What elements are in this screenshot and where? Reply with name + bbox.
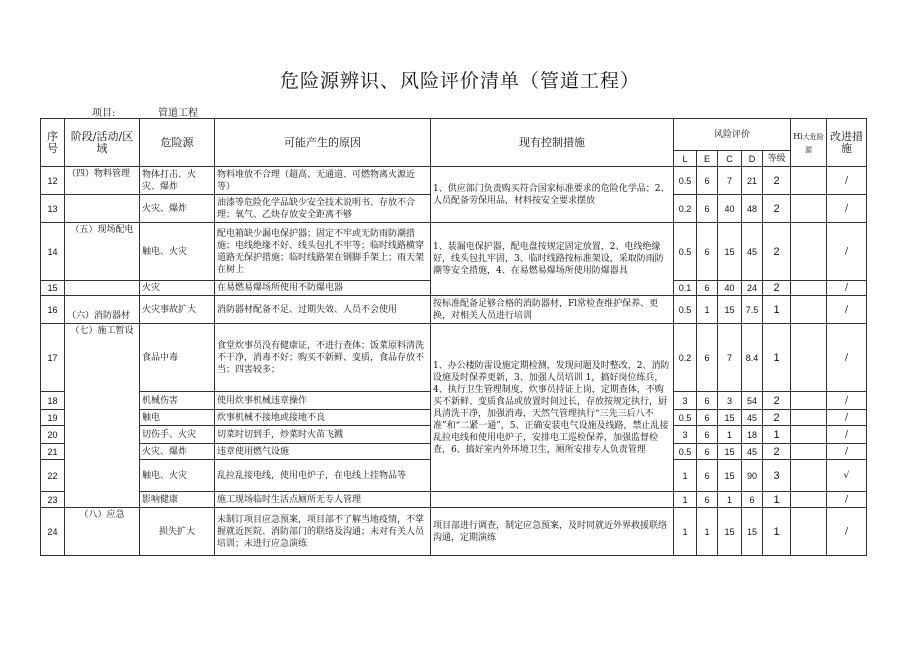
row-major xyxy=(791,444,827,460)
table-row xyxy=(41,223,867,281)
row-c: 7 xyxy=(718,324,742,392)
header-stage: 阶段/活动/区域 xyxy=(65,119,140,167)
row-hazard: 物体打击、火灾、爆炸 xyxy=(140,167,215,195)
table-row xyxy=(41,296,867,324)
row-no: 21 xyxy=(41,444,65,460)
row-improve: / xyxy=(827,508,867,556)
row-level: 2 xyxy=(763,410,791,426)
table-row xyxy=(41,508,867,556)
page-title: 危险源辨识、风险评价清单（管道工程） xyxy=(279,70,640,92)
row-e: 6 xyxy=(697,223,718,281)
row-major xyxy=(791,167,827,195)
row-l: 0.5 xyxy=(674,410,697,426)
row-level: 1 xyxy=(763,508,791,556)
row-c: 40 xyxy=(718,281,742,296)
header-control: 现有控制措施 xyxy=(431,119,674,167)
row-cause: 违章使用燃气设施 xyxy=(215,444,431,460)
row-l: 3 xyxy=(674,426,697,444)
header-major: Hi大危险源 xyxy=(791,119,827,167)
row-major xyxy=(791,195,827,223)
row-e: 6 xyxy=(697,444,718,460)
row-hazard: 切伤手、火灾 xyxy=(140,426,215,444)
row-level: 2 xyxy=(763,392,791,410)
row-cause: 未制订项目应急预案，项目部不了解当地疫情，不掌握就近医院、消防部门的联络及沟通；未对有关人员培训；未进行应急演练 xyxy=(215,508,431,556)
row-l: 0.1 xyxy=(674,281,697,296)
row-l: 1 xyxy=(674,508,697,556)
row-improve: / xyxy=(827,426,867,444)
row-cause: 配电箱缺少漏电保护器；固定不牢或无防雨防潮措施；电线绝缘不好、线头包扎不牢等；临时线路横穿道路无保护措施；临时线路架在钢脚手架上；雨天架在树上 xyxy=(215,223,431,281)
row-major xyxy=(791,281,827,296)
row-hazard: 火灾、爆炸 xyxy=(140,444,215,460)
row-hazard: 触电 xyxy=(140,410,215,426)
row-level: 1 xyxy=(763,426,791,444)
row-no: 12 xyxy=(41,167,65,195)
row-no: 13 xyxy=(41,195,65,223)
row-c: 15 xyxy=(718,296,742,324)
row-l: 0.5 xyxy=(674,296,697,324)
row-d: 90 xyxy=(742,460,763,492)
row-level: 1 xyxy=(763,296,791,324)
header-row xyxy=(41,119,867,151)
row-c: 15 xyxy=(718,444,742,460)
header-seq: 序号 xyxy=(41,119,65,167)
header-hazard: 危险源 xyxy=(140,119,215,167)
row-stage xyxy=(65,195,140,223)
row-cause: 炊事机械不接地或接地不良 xyxy=(215,410,431,426)
row-no: 15 xyxy=(41,281,65,296)
row-e: 6 xyxy=(697,195,718,223)
row-c: 40 xyxy=(718,195,742,223)
row-major xyxy=(791,508,827,556)
row-control: 按标准配备足够合格的消防器材，Fl常检查维护保养、更换，对相关人员进行培训 xyxy=(431,296,674,324)
row-stage: （六）消防器材 xyxy=(65,296,140,324)
row-d: 24 xyxy=(742,281,763,296)
header-cause: 可能产生的原因 xyxy=(215,119,431,167)
row-improve: / xyxy=(827,195,867,223)
row-improve: / xyxy=(827,392,867,410)
row-control: 项目部进行调查，制定应急预案，及时同就近外界救援联络沟通，定期演练 xyxy=(431,508,674,556)
row-c: 3 xyxy=(718,392,742,410)
row-major xyxy=(791,492,827,508)
row-control: 1、供应部门负责购买符合国家标准要求的危险化学品；2、人员配备劳保用品，材料按安全要求摆放 xyxy=(431,167,674,223)
row-stage: （八）应急 xyxy=(65,508,140,556)
risk-table xyxy=(40,118,867,556)
row-e: 6 xyxy=(697,324,718,392)
row-improve: / xyxy=(827,223,867,281)
row-hazard: 损失扩大 xyxy=(140,508,215,556)
row-cause: 消防器材配备不足、过期失效、人员不会使用 xyxy=(215,296,431,324)
row-improve: / xyxy=(827,167,867,195)
row-d: 7.5 xyxy=(742,296,763,324)
row-cause: 施工现场临时生活点厕所无专人管理 xyxy=(215,492,431,508)
row-l: 0.2 xyxy=(674,324,697,392)
table-row xyxy=(41,167,867,195)
row-no: 16 xyxy=(41,296,65,324)
row-level: 2 xyxy=(763,167,791,195)
row-level: 2 xyxy=(763,444,791,460)
row-no: 19 xyxy=(41,410,65,426)
row-major xyxy=(791,410,827,426)
row-c: 1 xyxy=(718,426,742,444)
row-l: 1 xyxy=(674,460,697,492)
row-improve: / xyxy=(827,296,867,324)
row-level: 1 xyxy=(763,324,791,392)
header-d: D xyxy=(742,151,763,167)
row-e: 6 xyxy=(697,460,718,492)
row-e: 6 xyxy=(697,492,718,508)
row-l: 3 xyxy=(674,392,697,410)
row-d: 15 xyxy=(742,508,763,556)
header-level: 等级 xyxy=(763,151,791,167)
row-improve: / xyxy=(827,444,867,460)
row-stage: （四）物料管理 xyxy=(65,167,140,195)
row-c: 15 xyxy=(718,223,742,281)
row-hazard: 机械伤害 xyxy=(140,392,215,410)
row-no: 18 xyxy=(41,392,65,410)
header-l: L xyxy=(674,151,697,167)
row-d: 8.4 xyxy=(742,324,763,392)
row-major xyxy=(791,460,827,492)
row-level: 2 xyxy=(763,223,791,281)
row-l: 0.2 xyxy=(674,195,697,223)
row-no: 23 xyxy=(41,492,65,508)
row-d: 18 xyxy=(742,426,763,444)
row-c: 1 xyxy=(718,492,742,508)
row-major xyxy=(791,392,827,410)
row-e: 6 xyxy=(697,426,718,444)
row-major xyxy=(791,296,827,324)
header-e: E xyxy=(697,151,718,167)
row-e: 6 xyxy=(697,281,718,296)
row-control: 1、装漏电保护器，配电盘按规定固定放置，2、电线绝缘好，线头包扎牢固，3、临时线路按标准架设，采取防雨防潮等安全措施，4、在易燃易爆场所使用防爆器具 xyxy=(431,223,674,296)
row-l: 1 xyxy=(674,492,697,508)
row-hazard: 食品中毒 xyxy=(140,324,215,392)
header-c: C xyxy=(718,151,742,167)
row-d: 6 xyxy=(742,492,763,508)
row-l: 0.5 xyxy=(674,444,697,460)
row-e: 6 xyxy=(697,410,718,426)
row-cause: 物料堆放不合理（超高、无通道、可燃物离火源近等） xyxy=(215,167,431,195)
table-row xyxy=(41,492,867,508)
row-no: 24 xyxy=(41,508,65,556)
header-improve: 改进措施 xyxy=(827,119,867,167)
row-improve: / xyxy=(827,281,867,296)
row-c: 15 xyxy=(718,460,742,492)
row-d: 48 xyxy=(742,195,763,223)
row-cause: 切菜时切到手，炒菜时火苗飞溅 xyxy=(215,426,431,444)
row-major xyxy=(791,324,827,392)
row-stage: （五）现场配电 xyxy=(65,223,140,281)
row-e: 1 xyxy=(697,296,718,324)
row-improve: / xyxy=(827,492,867,508)
row-no: 20 xyxy=(41,426,65,444)
header-risk-eval: 风险评价 xyxy=(674,119,791,151)
row-e: 6 xyxy=(697,392,718,410)
row-control: 1、办公楼防雷设施定期检测，发现问题及时整改，2、消防设施及时保养更新，3、加强人员培训 1，搞好岗位练兵，4、执行卫生管理制度，炊事员持证上岗，定期查体，不购买不新鲜、变质食品或放置时间过长，存放按规定执行，厨具清洗干净，加强消毒，天然气管理执行“三先三后八不准”和“二紧一通”，5、正确安装电气设施及线路，禁止乱接乱拉电线和使用电炉子，安排电工巡检保养，加强监督检查，6、搞好室内外环境卫生，厕所安排专人负责管理 xyxy=(431,324,674,492)
row-c: 15 xyxy=(718,508,742,556)
row-hazard: 影响健康 xyxy=(140,492,215,508)
row-c: 7 xyxy=(718,167,742,195)
row-l: 0.5 xyxy=(674,167,697,195)
row-l: 0.5 xyxy=(674,223,697,281)
row-cause: 食堂炊事员没有健康证，不进行查体；饭菜原料清洗不干净，消毒不好；购买不新鲜、变质，食品存放不当；四害较多； xyxy=(215,324,431,392)
row-cause: 在易燃易爆场所使用不防爆电器 xyxy=(215,281,431,296)
row-major xyxy=(791,223,827,281)
row-d: 21 xyxy=(742,167,763,195)
row-level: 1 xyxy=(763,492,791,508)
row-cause: 油漆等危险化学品缺少安全技术说明书、存放不合理；氧气、乙炔存放安全距离不够 xyxy=(215,195,431,223)
row-hazard: 触电、火灾 xyxy=(140,223,215,281)
row-d: 45 xyxy=(742,223,763,281)
project-value: 管道工程 xyxy=(158,108,198,119)
row-d: 45 xyxy=(742,444,763,460)
row-d: 54 xyxy=(742,392,763,410)
row-hazard: 火灾事故扩大 xyxy=(140,296,215,324)
table-row xyxy=(41,324,867,392)
row-level: 2 xyxy=(763,195,791,223)
row-hazard: 火灾 xyxy=(140,281,215,296)
row-improve: / xyxy=(827,324,867,392)
row-e: 1 xyxy=(697,508,718,556)
row-e: 6 xyxy=(697,167,718,195)
row-d: 45 xyxy=(742,410,763,426)
row-no: 17 xyxy=(41,324,65,392)
row-hazard: 触电、火灾 xyxy=(140,460,215,492)
row-cause: 使用炊事机械违章操作 xyxy=(215,392,431,410)
row-no: 22 xyxy=(41,460,65,492)
row-level: 2 xyxy=(763,281,791,296)
row-level: 3 xyxy=(763,460,791,492)
row-hazard: 火灾、爆炸 xyxy=(140,195,215,223)
project-label: 项目: xyxy=(92,108,116,119)
row-no: 14 xyxy=(41,223,65,281)
row-stage: （七）施工暂设 xyxy=(65,324,140,508)
row-control xyxy=(431,492,674,508)
row-improve: √ xyxy=(827,460,867,492)
row-c: 15 xyxy=(718,410,742,426)
row-cause: 乱拉乱接电线，使用电炉子，在电线上挂物品等 xyxy=(215,460,431,492)
row-major xyxy=(791,426,827,444)
row-improve: / xyxy=(827,410,867,426)
row-stage xyxy=(65,281,140,296)
